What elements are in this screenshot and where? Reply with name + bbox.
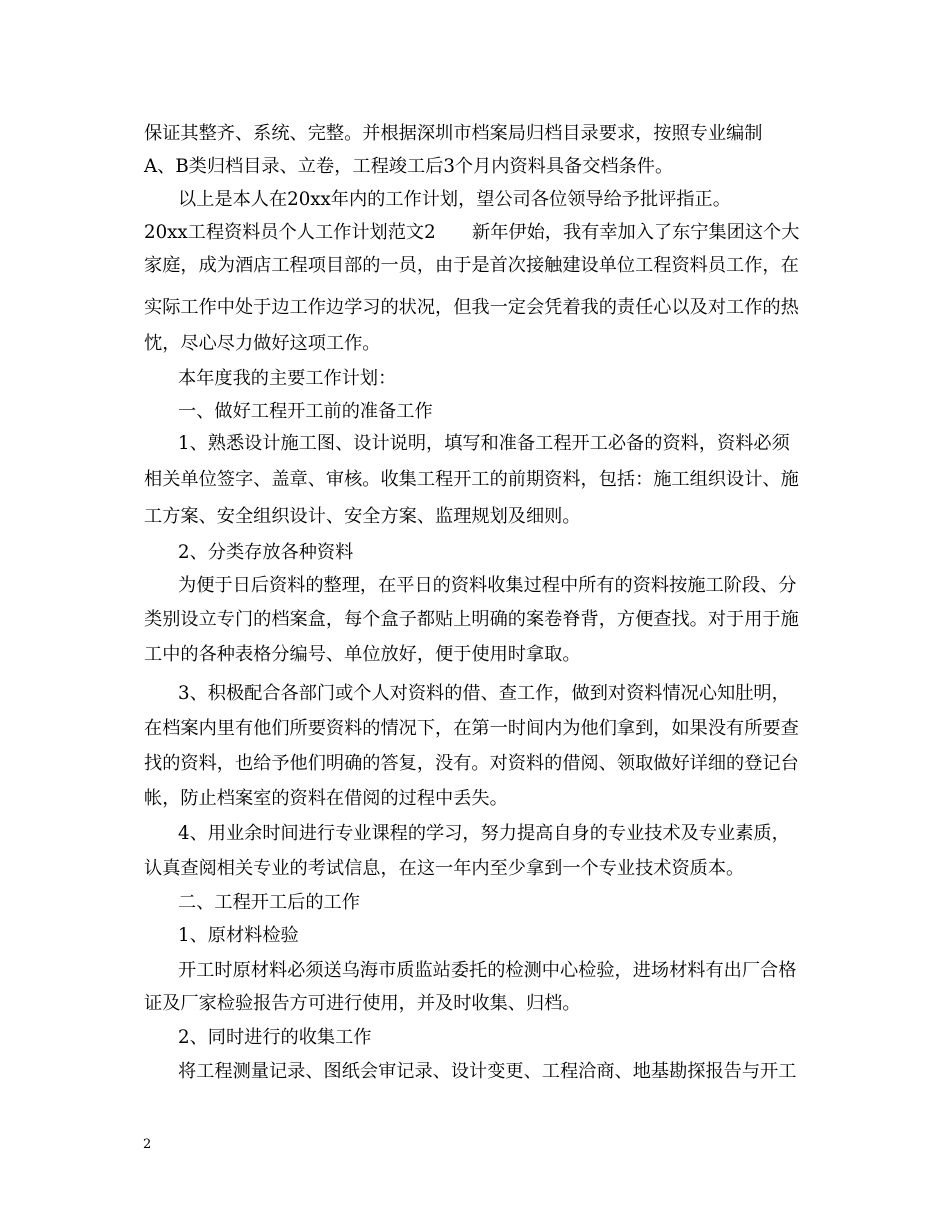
text-line-22: 认真查阅相关专业的考试信息，在这一年内至少拿到一个专业技术资质本。	[144, 858, 745, 879]
text-line-25: 开工时原材料必须送乌海市质监站委托的检测中心检验，进场材料有出厂合格	[178, 960, 797, 981]
text-line-13: 2、分类存放各种资料	[178, 542, 354, 563]
text-line-23: 二、工程开工后的工作	[178, 892, 360, 913]
text-line-3: 以上是本人在20xx年内的工作计划，望公司各位领导给予批评指正。	[178, 189, 731, 210]
text-line-20: 帐，防止档案室的资料在借阅的过程中丢失。	[144, 788, 508, 809]
text-line-1: 保证其整齐、系统、完整。并根据深圳市档案局归档目录要求，按照专业编制	[144, 123, 763, 144]
text-line-28: 将工程测量记录、图纸会审记录、设计变更、工程洽商、地基勘探报告与开工	[178, 1061, 797, 1082]
text-line-14: 为便于日后资料的整理，在平日的资料收集过程中所有的资料按施工阶段、分	[178, 575, 797, 596]
text-line-8: 本年度我的主要工作计划：	[178, 368, 397, 389]
text-line-6: 实际工作中处于边工作边学习的状况，但我一定会凭着我的责任心以及对工作的热	[144, 297, 799, 318]
page-number: 2	[143, 1137, 152, 1152]
text-line-27: 2、同时进行的收集工作	[178, 1027, 372, 1048]
text-line-24: 1、原材料检验	[178, 925, 299, 946]
text-line-11: 相关单位签字、盖章、审核。收集工程开工的前期资料，包括：施工组织设计、施	[144, 469, 799, 490]
text-line-17: 3、积极配合各部门或个人对资料的借、查工作，做到对资料情况心知肚明，	[178, 683, 790, 704]
text-line-16: 工中的各种表格分编号、单位放好，便于使用时拿取。	[144, 644, 581, 665]
text-line-7: 忱，尽心尽力做好这项工作。	[144, 333, 381, 354]
text-line-18: 在档案内里有他们所要资料的情况下，在第一时间内为他们拿到，如果没有所要查	[144, 718, 799, 739]
text-line-9: 一、做好工程开工前的准备工作	[178, 401, 433, 422]
text-line-26: 证及厂家检验报告方可进行使用，并及时收集、归档。	[144, 993, 581, 1014]
text-line-15: 类别设立专门的档案盒，每个盒子都贴上明确的案卷脊背，方便查找。对于用于施	[144, 609, 799, 630]
text-line-4: 20xx工程资料员个人工作计划范文2 新年伊始，我有幸加入了东宁集团这个大	[144, 222, 800, 243]
text-line-5: 家庭，成为酒店工程项目部的一员，由于是首次接触建设单位工程资料员工作，在	[144, 255, 799, 276]
text-line-12: 工方案、安全组织设计、安全方案、监理规划及细则。	[144, 506, 581, 527]
text-line-2: A、B类归档目录、立卷，工程竣工后3个月内资料具备交档条件。	[144, 156, 674, 177]
text-line-21: 4、用业余时间进行专业课程的学习，努力提高自身的专业技术及专业素质，	[178, 823, 790, 844]
text-line-10: 1、熟悉设计施工图、设计说明，填写和准备工程开工必备的资料，资料必须	[178, 433, 790, 454]
text-line-19: 找的资料，也给予他们明确的答复，没有。对资料的借阅、领取做好详细的登记台	[144, 753, 799, 774]
